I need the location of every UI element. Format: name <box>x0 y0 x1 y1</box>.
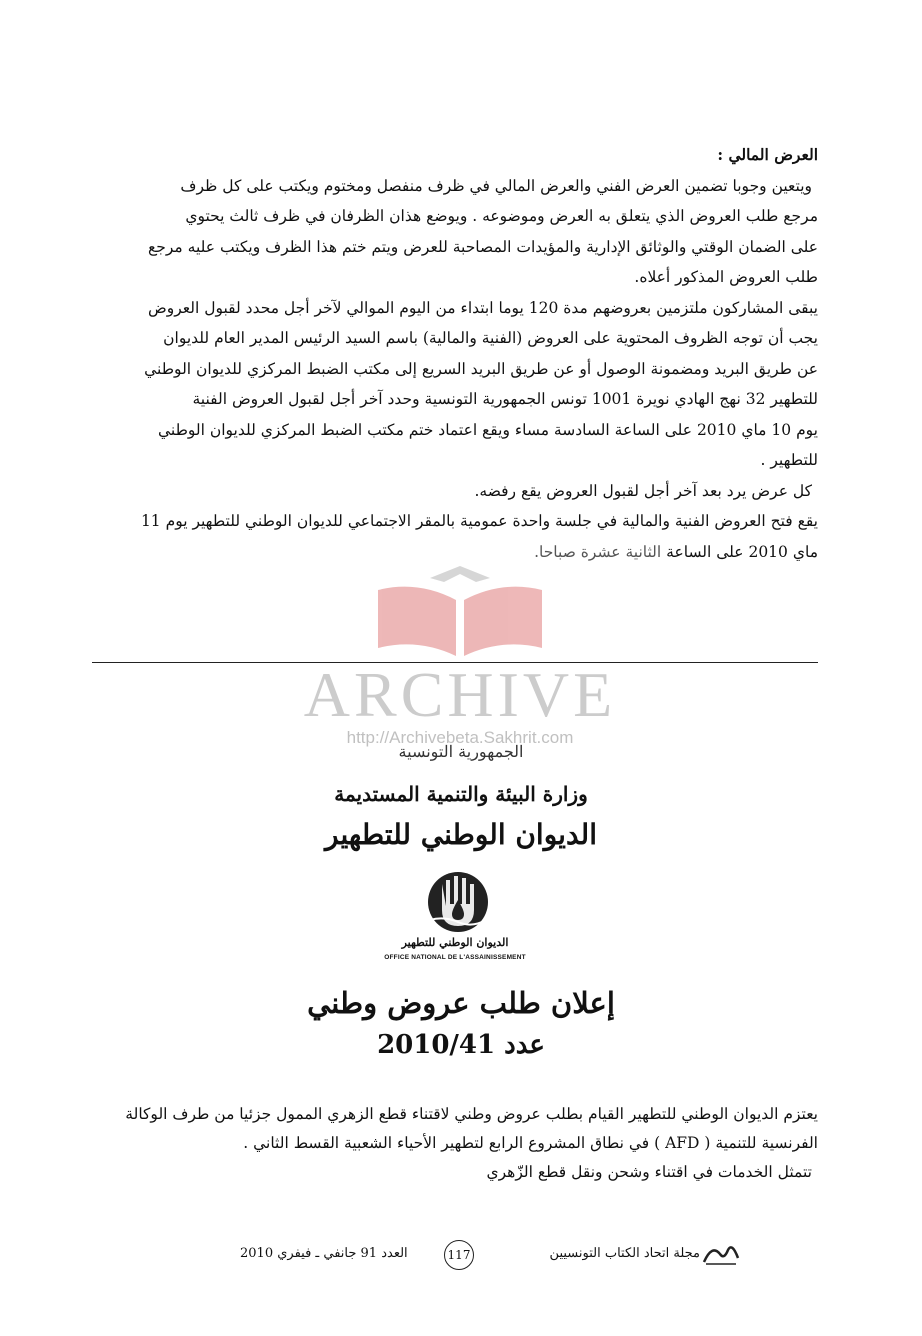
page-footer <box>240 1240 740 1270</box>
hand-drop-icon <box>380 870 530 936</box>
opening-time: ماي 2010 على الساعة <box>666 542 818 561</box>
announcement-title: إعلان طلب عروض وطني <box>307 986 615 1020</box>
watermark-url: http://Archivebeta.Sakhrit.com <box>346 728 574 747</box>
announcement-number <box>0 1030 922 1060</box>
text-line: تتمثل الخدمات في اقتناء وشحن ونقل قطع الزّهري <box>486 1163 812 1181</box>
ministry-title: وزارة البيئة والتنمية المستديمة <box>334 782 588 806</box>
footer-page-number: 117 <box>444 1240 474 1270</box>
republic-title: الجمهورية التونسية <box>398 742 524 761</box>
watermark-text: ARCHIVE <box>303 659 617 730</box>
intro-section <box>92 1100 818 1187</box>
logo-french-text: OFFICE NATIONAL DE L'ASSAINISSEMENT <box>384 954 526 961</box>
text-line: للتطهير 32 نهج الهادي نويرة 1001 تونس الجمهورية التونسية وحدد آخر أجل لقبول العروض الفنية <box>192 390 818 408</box>
text-line: طلب العروض المذكور أعلاه. <box>634 268 818 286</box>
journal-logo-icon <box>702 1240 740 1266</box>
text-line: يبقى المشاركون ملتزمين بعروضهم مدة 120 يوما ابتداء من اليوم الموالي لآخر أجل محدد لقبول العروض <box>148 298 818 317</box>
number-label: عدد <box>504 1030 545 1060</box>
text-line: ويتعين وجوبا تضمين العرض الفني والعرض المالي في ظرف منفصل ومختوم ويكتب على كل ظرف <box>180 176 812 195</box>
opening-line: يقع فتح العروض الفنية والمالية في جلسة واحدة عمومية بالمقر الاجتماعي للديوان الوطني للتطهير يوم 11 <box>140 512 818 530</box>
logo-arabic-text: الديوان الوطني للتطهير <box>401 936 509 949</box>
text-line: عن طريق البريد ومضمونة الوصول أو عن طريق البريد السريع إلى مكتب الضبط المركزي للديوان الوطني <box>144 359 818 378</box>
archive-watermark <box>280 560 640 760</box>
late-offers-line: كل عرض يرد بعد آخر أجل لقبول العروض يقع رفضه. <box>474 481 812 500</box>
text-line: يعتزم الديوان الوطني للتطهير القيام بطلب عروض وطني لاقتناء قطع الزهري الممول جزئيا من طرف الوكالة <box>125 1105 818 1123</box>
financial-offer-section <box>92 140 818 567</box>
section-divider <box>92 662 818 663</box>
text-line: للتطهير . <box>760 451 818 469</box>
office-title: الديوان الوطني للتطهير <box>325 818 597 851</box>
text-line: يوم 10 ماي 2010 على الساعة السادسة مساء ويقع اعتماد ختم مكتب الضبط المركزي للديوان الوطني <box>157 420 818 439</box>
book-icon <box>280 560 640 660</box>
text-line: الفرنسية للتنمية ( AFD ) في نطاق المشروع الرابع لتطهير الأحياء الشعبية القسط الثاني . <box>243 1134 818 1152</box>
text-line: مرجع طلب العروض الذي يتعلق به العرض وموضوعه . ويوضع هذان الظرفان في ظرف ثالث يحتوي <box>185 207 818 225</box>
opening-time-faded: الثانية عشرة صباحا. <box>534 542 662 561</box>
onas-logo <box>380 870 530 965</box>
text-line: على الضمان الوقتي والوثائق الإدارية والمؤيدات المصاحبة للعرض ويتم ختم هذا الظرف ويكتب عليه مرجع <box>148 237 818 256</box>
footer-issue: العدد 91 جانفي ـ فيفري 2010 <box>240 1246 408 1261</box>
financial-offer-heading: العرض المالي : <box>717 145 818 164</box>
opening-line-2 <box>92 537 818 568</box>
footer-journal: مجلة اتحاد الكتاب التونسيين <box>549 1246 700 1261</box>
number-value: 2010/41 <box>377 1030 496 1060</box>
text-line: يجب أن توجه الظروف المحتوية على العروض (الفنية والمالية) باسم السيد الرئيس المدير العام للديوان <box>163 329 818 347</box>
